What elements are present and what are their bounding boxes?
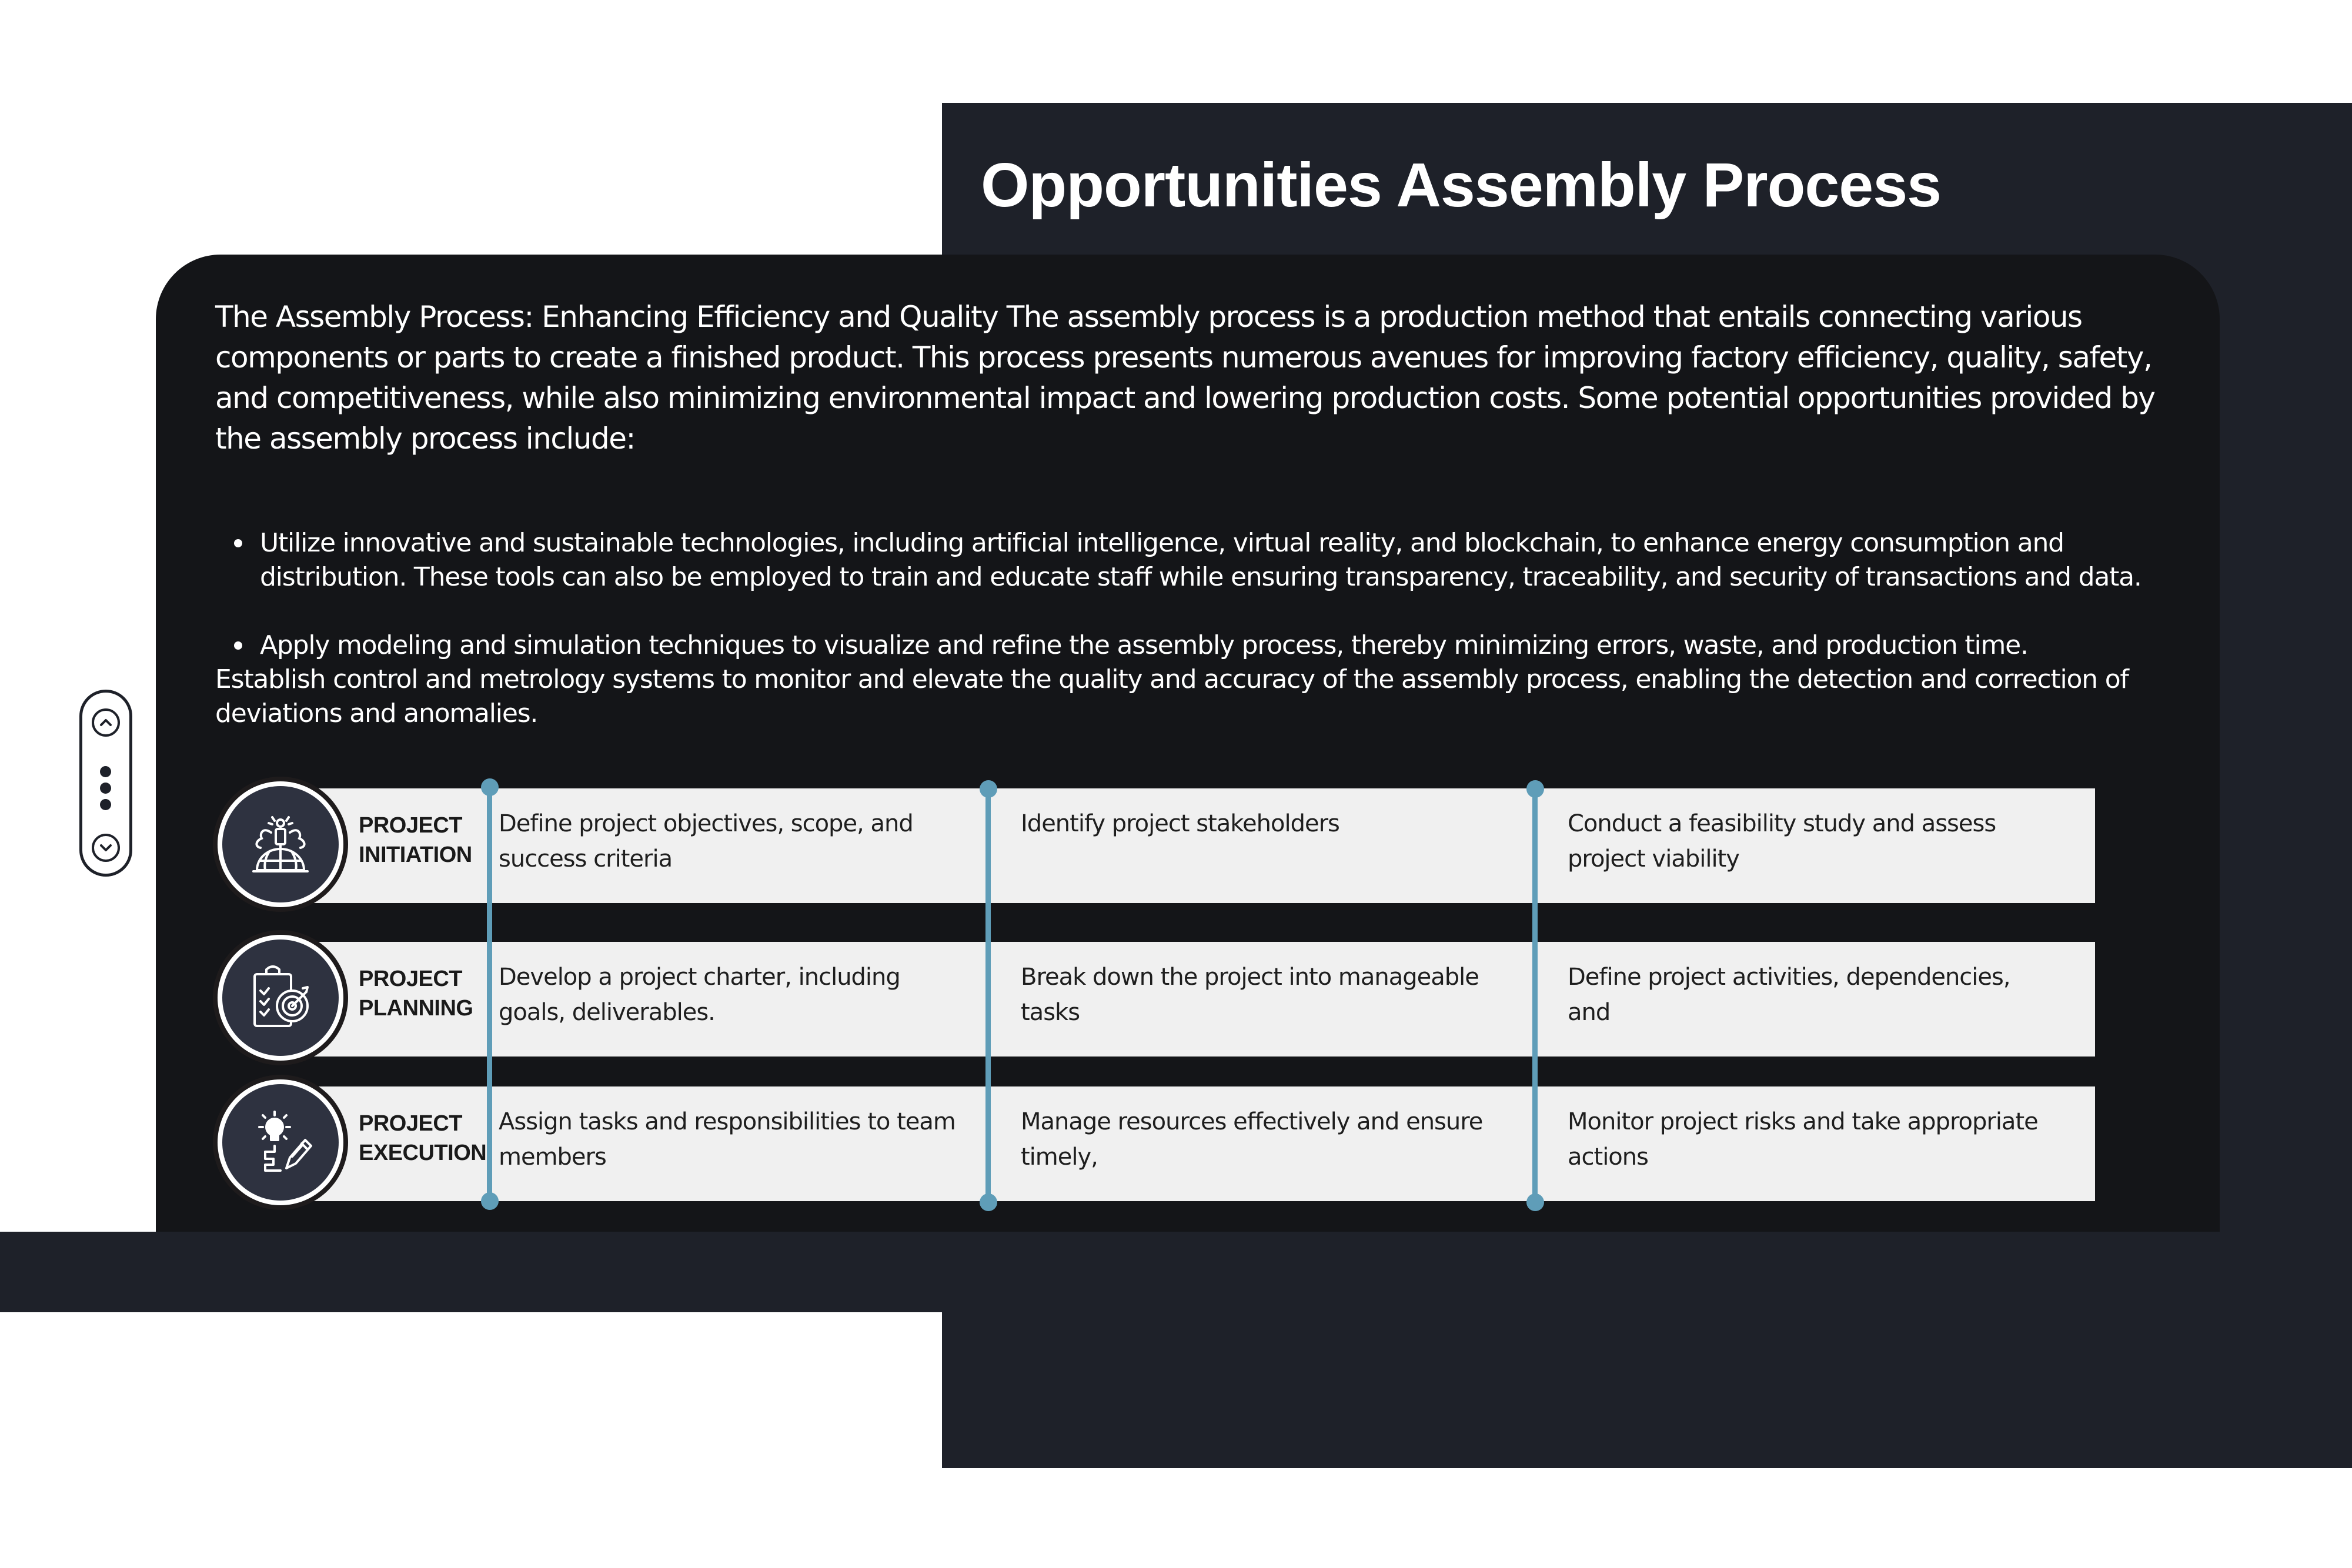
bottom-band [0,1232,2352,1312]
scroll-down-button[interactable] [92,834,120,862]
timeline-line [487,787,492,1201]
table-cell: Conduct a feasibility study and assess project viability [1568,810,1996,872]
bullet-dot-icon [234,539,242,547]
timeline-dot-icon [481,778,499,796]
chevron-down-icon [99,841,113,855]
timeline-dot-icon [1526,1193,1544,1211]
table-cell: Identify project stakeholders [1021,810,1339,837]
list-item [215,628,2191,663]
phase-badge [213,777,348,912]
table-row-execution [312,1086,2095,1201]
table-cell: Develop a project charter, including goals, deliverables. [499,964,900,1026]
table-cell: Manage resources effectively and ensure timely, [1021,1108,1483,1171]
table-row-initiation [312,788,2095,903]
table-cell: Assign tasks and responsibilities to team members [499,1108,956,1171]
timeline-dot-icon [980,1193,997,1211]
leader-on-globe-icon [245,809,316,880]
bullet-dot-icon [234,641,242,650]
clipboard-target-icon [245,962,316,1033]
scroll-up-button[interactable] [92,708,120,737]
slide-navigator [79,690,132,877]
timeline-line [1532,787,1538,1201]
table-cell: Monitor project risks and take appropriate actions [1568,1108,2038,1171]
timeline-dot-icon [481,1192,499,1210]
table-cell: Define project activities, dependencies, and [1568,964,2010,1026]
phase-label: PROJECT PLANNING [359,967,473,1021]
intro-paragraph: The Assembly Process: Enhancing Efficiency and Quality The assembly process is a production method that entails connecting various components or parts to create a finished product. This process presents numerous avenues for improving factory efficiency, quality, safety, and competitiveness, while also minimizing environmental impact and lowering production costs. Some potential opportunities provided by the assembly process include: [215,300,2155,456]
phase-badge [213,1075,348,1210]
timeline-line [985,787,991,1201]
list-item [215,526,2191,594]
dot-icon [100,766,111,777]
dot-icon [100,783,111,794]
timeline-dot-icon [980,780,997,798]
trailing-paragraph: Establish control and metrology systems to monitor and elevate the quality and accuracy of the assembly process, enabling the detection and correction of deviations and anomalies. [215,664,2129,728]
phase-label: PROJECT INITIATION [359,813,472,867]
list-item-text: Utilize innovative and sustainable technologies, including artificial intelligence, virtual reality, and blockchain, to enhance energy consumption and distribution. These tools can also be employed to train and educate staff while ensuring transparency, traceability, and security of transactions and data. [260,528,2141,592]
phase-badge [213,930,348,1065]
table-cell: Break down the project into manageable tasks [1021,964,1479,1026]
page-title: Opportunities Assembly Process [981,151,1942,220]
timeline-dot-icon [1526,780,1544,798]
chevron-up-icon [99,716,113,730]
table-cell: Define project objectives, scope, and success criteria [499,810,913,872]
opportunity-list [215,526,2191,731]
phase-label: PROJECT EXECUTION [359,1111,487,1165]
table-row-planning [312,942,2095,1057]
more-options-button[interactable] [100,766,112,815]
list-item-text: Apply modeling and simulation techniques to visualize and refine the assembly process, thereby minimizing errors, waste, and production time. [260,630,2028,660]
lightbulb-pencil-icon [245,1107,316,1178]
dot-icon [100,799,111,810]
